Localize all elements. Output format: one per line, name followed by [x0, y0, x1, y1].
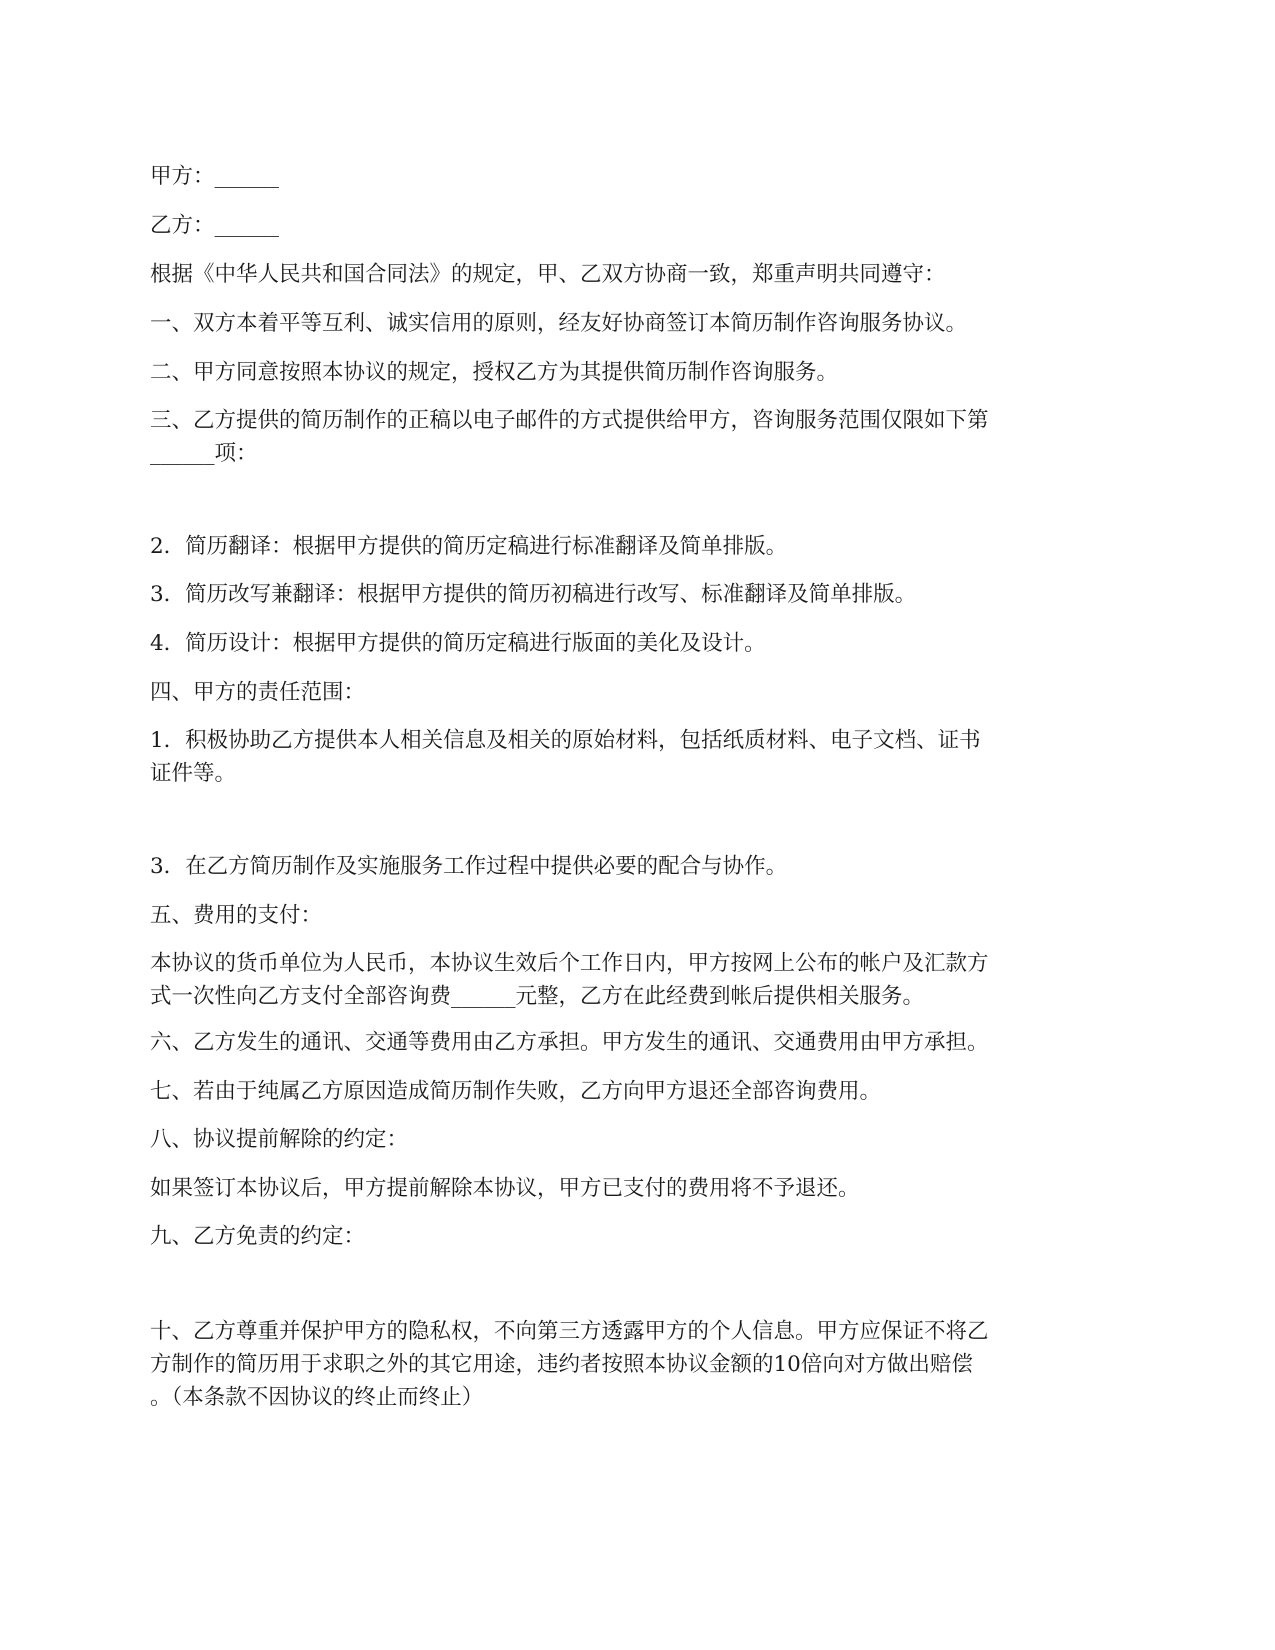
clause-3-item-2: 2．简历翻译：根据甲方提供的简历定稿进行标准翻译及简单排版。	[150, 534, 788, 559]
party-b-line: 乙方：______	[150, 213, 280, 238]
party-a-line: 甲方：______	[150, 164, 280, 189]
clause-6-paragraph: 六、乙方发生的通讯、交通等费用由乙方承担。甲方发生的通讯、交通费用由甲方承担。	[150, 1030, 989, 1055]
clause-3-paragraph: 三、乙方提供的简历制作的正稿以电子邮件的方式提供给甲方，咨询服务范围仅限如下第 ______项：	[150, 408, 989, 466]
clause-8-body: 如果签订本协议后，甲方提前解除本协议，甲方已支付的费用将不予退还。	[150, 1176, 860, 1201]
clause-4-heading: 四、甲方的责任范围：	[150, 680, 366, 705]
clause-3-item-4: 4．简历设计：根据甲方提供的简历定稿进行版面的美化及设计。	[150, 631, 766, 656]
clause-2-paragraph: 二、甲方同意按照本协议的规定，授权乙方为其提供简历制作咨询服务。	[150, 360, 839, 385]
clause-3-item-3: 3．简历改写兼翻译：根据甲方提供的简历初稿进行改写、标准翻译及简单排版。	[150, 582, 917, 607]
clause-4-item-3: 3．在乙方简历制作及实施服务工作过程中提供必要的配合与协作。	[150, 854, 788, 879]
clause-4-item-1: 1．积极协助乙方提供本人相关信息及相关的原始材料，包括纸质材料、电子文档、证书 证件等。	[150, 728, 981, 786]
clause-1-paragraph: 一、双方本着平等互利、诚实信用的原则，经友好协商签订本简历制作咨询服务协议。	[150, 311, 968, 336]
clause-10-paragraph: 十、乙方尊重并保护甲方的隐私权，不向第三方透露甲方的个人信息。甲方应保证不将乙 方制作的简历用于求职之外的其它用途，违约者按照本协议金额的10倍向对方做出赔偿 。（本条款不因协议的终止而终止）	[150, 1319, 989, 1410]
preamble-paragraph: 根据《中华人民共和国合同法》的规定，甲、乙双方协商一致，郑重声明共同遵守：	[150, 262, 946, 287]
clause-5-heading: 五、费用的支付：	[150, 903, 323, 928]
clause-7-paragraph: 七、若由于纯属乙方原因造成简历制作失败，乙方向甲方退还全部咨询费用。	[150, 1079, 882, 1104]
clause-9-heading: 九、乙方免责的约定：	[150, 1224, 366, 1249]
clause-8-heading: 八、协议提前解除的约定：	[150, 1127, 409, 1152]
clause-5-body: 本协议的货币单位为人民币，本协议生效后个工作日内，甲方按网上公布的帐户及汇款方 式一次性向乙方支付全部咨询费______元整，乙方在此经费到帐后提供相关服务。	[150, 951, 989, 1009]
